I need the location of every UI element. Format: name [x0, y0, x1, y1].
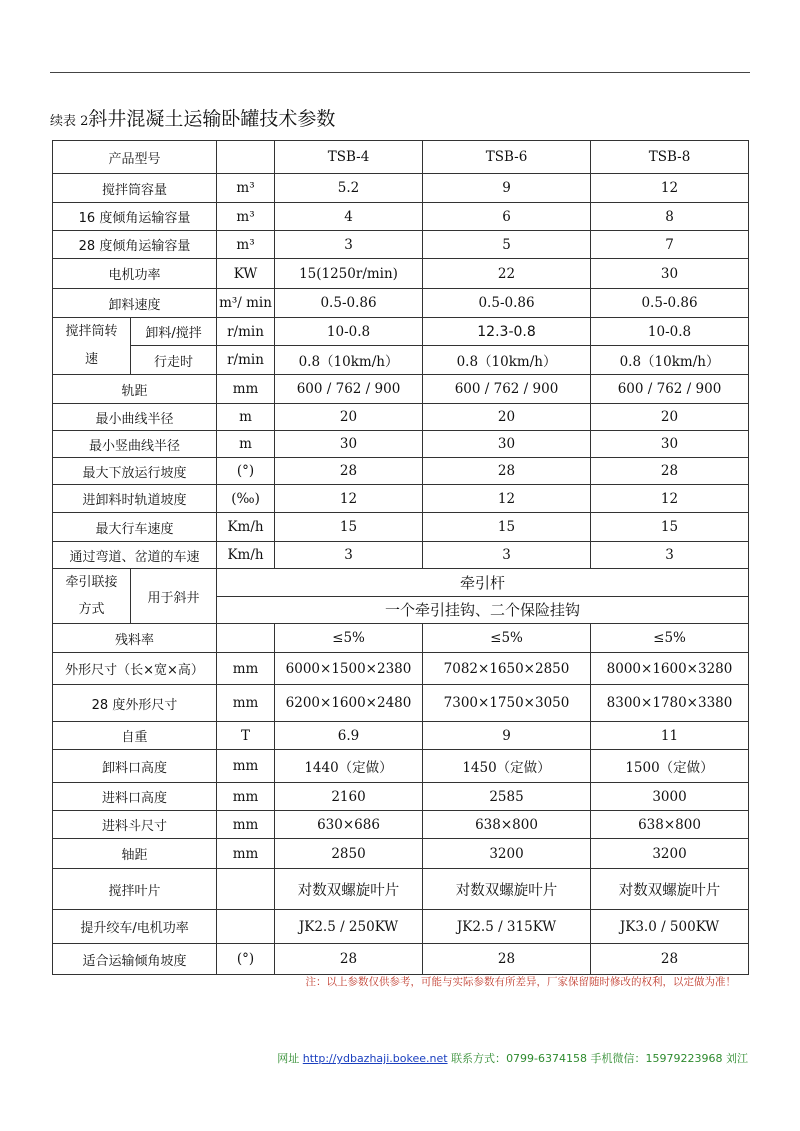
cell-value: 2850	[275, 839, 423, 869]
cell-value: JK3.0 / 500KW	[591, 910, 749, 944]
row-unit: mm	[217, 685, 275, 722]
cell-value: 600 / 762 / 900	[591, 375, 749, 404]
model-tsb-6: TSB-6	[423, 141, 591, 174]
row-label: 残料率	[53, 624, 217, 653]
cell-value: 1500（定做）	[591, 750, 749, 783]
row-label: 最小竖曲线半径	[53, 431, 217, 458]
cell-value: 20	[423, 404, 591, 431]
table-row	[53, 869, 749, 910]
cell-value: 6.9	[275, 722, 423, 750]
row-label: 行走时	[131, 346, 217, 375]
cell-value: 12	[591, 174, 749, 203]
header-label: 产品型号	[53, 141, 217, 174]
row-unit	[217, 910, 275, 944]
cell-value: 4	[275, 203, 423, 231]
row-label: 适合运输倾角坡度	[53, 944, 217, 975]
cell-value: 10-0.8	[591, 318, 749, 346]
table-row	[53, 811, 749, 839]
cell-value: 6	[423, 203, 591, 231]
row-label: 搅拌筒容量	[53, 174, 217, 203]
row-unit: m³	[217, 203, 275, 231]
cell-value: 11	[591, 722, 749, 750]
row-label: 自重	[53, 722, 217, 750]
disclaimer-note: 注：以上参数仅供参考，可能与实际参数有所差异，厂家保留随时修改的权利，以定做为准！	[305, 976, 736, 988]
row-label: 16 度倾角运输容量	[53, 203, 217, 231]
wechat-label: 手机微信：	[590, 1052, 646, 1065]
cell-value: 600 / 762 / 900	[275, 375, 423, 404]
cell-value: 3200	[423, 839, 591, 869]
row-unit: mm	[217, 375, 275, 404]
cell-value: 3	[275, 542, 423, 569]
cell-value: 0.8（10km/h）	[423, 346, 591, 375]
row-label: 卸料/搅拌	[131, 318, 217, 346]
row-label: 进料口高度	[53, 783, 217, 811]
title-main: 斜井混凝土运输卧罐技术参数	[88, 108, 336, 130]
cell-value: ≤5%	[423, 624, 591, 653]
table-row	[53, 458, 749, 485]
row-unit: mm	[217, 811, 275, 839]
cell-value: 3	[275, 231, 423, 259]
row-unit: mm	[217, 750, 275, 783]
table-row	[53, 750, 749, 783]
cell-value: 8000×1600×3280	[591, 653, 749, 685]
cell-value: 9	[423, 722, 591, 750]
table-row	[53, 783, 749, 811]
row-unit: (°)	[217, 458, 275, 485]
row-unit: mm	[217, 783, 275, 811]
cell-value: JK2.5 / 250KW	[275, 910, 423, 944]
cell-value: 0.5-0.86	[591, 289, 749, 318]
cell-value: 5	[423, 231, 591, 259]
contact-footer	[277, 1050, 748, 1066]
table-row	[53, 513, 749, 542]
cell-value: ≤5%	[275, 624, 423, 653]
table-row	[53, 910, 749, 944]
row-label: 电机功率	[53, 259, 217, 289]
cell-value: 15	[275, 513, 423, 542]
cell-value: 7300×1750×3050	[423, 685, 591, 722]
table-row	[53, 839, 749, 869]
phone-number: 0799-6374158	[506, 1052, 588, 1065]
row-unit	[217, 624, 275, 653]
row-unit: r/min	[217, 346, 275, 375]
table-row	[53, 289, 749, 318]
cell-value: 8	[591, 203, 749, 231]
cell-value: 7	[591, 231, 749, 259]
spec-table	[52, 140, 749, 975]
cell-value: 30	[591, 431, 749, 458]
cell-value: 1450（定做）	[423, 750, 591, 783]
table-row	[53, 624, 749, 653]
cell-value: 20	[591, 404, 749, 431]
document-title	[50, 104, 335, 131]
table-row	[53, 318, 749, 346]
row-unit: m³	[217, 174, 275, 203]
cell-value: 15	[591, 513, 749, 542]
row-label: 进卸料时轨道坡度	[53, 485, 217, 513]
cell-value: 28	[591, 944, 749, 975]
traction-group-label: 牵引联接方式	[53, 569, 131, 624]
title-prefix: 续表 2	[50, 114, 89, 129]
row-label: 外形尺寸（长×宽×高）	[53, 653, 217, 685]
row-label: 提升绞车/电机功率	[53, 910, 217, 944]
cell-value: 638×800	[423, 811, 591, 839]
row-label: 最大下放运行坡度	[53, 458, 217, 485]
row-unit: KW	[217, 259, 275, 289]
contact-name: 刘江	[726, 1052, 748, 1065]
row-label: 进料斗尺寸	[53, 811, 217, 839]
cell-value: ≤5%	[591, 624, 749, 653]
row-label: 卸料口高度	[53, 750, 217, 783]
cell-value: 0.8（10km/h）	[275, 346, 423, 375]
cell-value: 10-0.8	[275, 318, 423, 346]
cell-value: 6000×1500×2380	[275, 653, 423, 685]
cell-value: 28	[275, 944, 423, 975]
table-header-row	[53, 141, 749, 174]
table-row	[53, 375, 749, 404]
row-unit: mm	[217, 839, 275, 869]
table-row	[53, 404, 749, 431]
cell-value: 5.2	[275, 174, 423, 203]
row-label: 用于斜井	[131, 569, 217, 624]
cell-value: 对数双螺旋叶片	[591, 869, 749, 910]
row-unit: m	[217, 431, 275, 458]
contact-label: 联系方式：	[451, 1052, 507, 1065]
cell-value: 22	[423, 259, 591, 289]
cell-value: 638×800	[591, 811, 749, 839]
row-unit: mm	[217, 653, 275, 685]
model-tsb-4: TSB-4	[275, 141, 423, 174]
row-unit: (°)	[217, 944, 275, 975]
row-unit: m	[217, 404, 275, 431]
table-row	[53, 259, 749, 289]
wechat-number: 15979223968	[645, 1052, 723, 1065]
row-label: 28 度倾角运输容量	[53, 231, 217, 259]
cell-value: 3	[423, 542, 591, 569]
cell-value: 0.5-0.86	[423, 289, 591, 318]
table-row	[53, 174, 749, 203]
table-row	[53, 722, 749, 750]
cell-value: 12.3-0.8	[423, 318, 591, 346]
table-row	[53, 346, 749, 375]
row-unit: r/min	[217, 318, 275, 346]
row-unit: Km/h	[217, 542, 275, 569]
table-row	[53, 653, 749, 685]
row-label: 通过弯道、岔道的车速	[53, 542, 217, 569]
row-label: 最小曲线半径	[53, 404, 217, 431]
row-unit: m³	[217, 231, 275, 259]
row-label: 最大行车速度	[53, 513, 217, 542]
row-label: 卸料速度	[53, 289, 217, 318]
cell-value: 对数双螺旋叶片	[423, 869, 591, 910]
row-label: 轨距	[53, 375, 217, 404]
row-unit: (‰)	[217, 485, 275, 513]
row-label: 轴距	[53, 839, 217, 869]
traction-value: 牵引杆	[217, 569, 749, 597]
header-rule	[50, 72, 750, 73]
cell-value: 28	[591, 458, 749, 485]
cell-value: 12	[591, 485, 749, 513]
table-row	[53, 485, 749, 513]
cell-value: 30	[423, 431, 591, 458]
cell-value: 600 / 762 / 900	[423, 375, 591, 404]
cell-value: 0.5-0.86	[275, 289, 423, 318]
cell-value: 3000	[591, 783, 749, 811]
cell-value: 28	[423, 944, 591, 975]
table-row	[53, 569, 749, 597]
cell-value: 28	[423, 458, 591, 485]
cell-value: 1440（定做）	[275, 750, 423, 783]
cell-value: 28	[275, 458, 423, 485]
cell-value: 8300×1780×3380	[591, 685, 749, 722]
cell-value: 9	[423, 174, 591, 203]
cell-value: 3	[591, 542, 749, 569]
header-unit	[217, 141, 275, 174]
table-row	[53, 685, 749, 722]
site-label: 网址	[277, 1052, 300, 1065]
cell-value: 12	[423, 485, 591, 513]
table-row	[53, 431, 749, 458]
cell-value: 30	[275, 431, 423, 458]
cell-value: JK2.5 / 315KW	[423, 910, 591, 944]
table-row	[53, 542, 749, 569]
row-label: 28 度外形尺寸	[53, 685, 217, 722]
model-tsb-8: TSB-8	[591, 141, 749, 174]
row-unit: Km/h	[217, 513, 275, 542]
cell-value: 20	[275, 404, 423, 431]
table-row	[53, 231, 749, 259]
cell-value: 7082×1650×2850	[423, 653, 591, 685]
cell-value: 15	[423, 513, 591, 542]
rotation-group-label: 搅拌筒转速	[53, 318, 131, 375]
cell-value: 630×686	[275, 811, 423, 839]
row-unit	[217, 869, 275, 910]
cell-value: 6200×1600×2480	[275, 685, 423, 722]
row-label: 搅拌叶片	[53, 869, 217, 910]
cell-value: 2585	[423, 783, 591, 811]
cell-value: 2160	[275, 783, 423, 811]
row-unit: m³/ min	[217, 289, 275, 318]
traction-value: 一个牵引挂钩、二个保险挂钩	[217, 596, 749, 624]
cell-value: 12	[275, 485, 423, 513]
cell-value: 对数双螺旋叶片	[275, 869, 423, 910]
table-row	[53, 203, 749, 231]
cell-value: 15(1250r/min)	[275, 259, 423, 289]
cell-value: 0.8（10km/h）	[591, 346, 749, 375]
row-unit: T	[217, 722, 275, 750]
cell-value: 30	[591, 259, 749, 289]
cell-value: 3200	[591, 839, 749, 869]
website-link[interactable]: http://ydbazhaji.bokee.net	[302, 1052, 448, 1065]
table-row	[53, 944, 749, 975]
